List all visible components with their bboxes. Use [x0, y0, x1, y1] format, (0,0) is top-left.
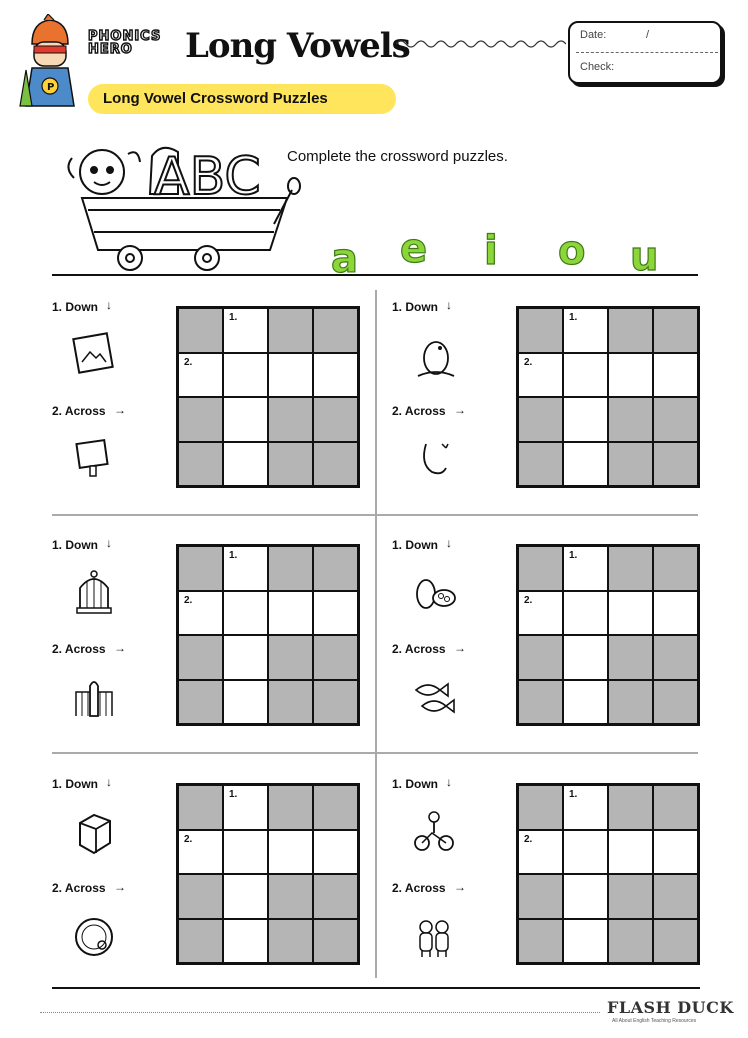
cage-icon — [72, 568, 116, 618]
clue-number: 2. — [184, 833, 193, 845]
vowel-letter: u — [630, 234, 659, 280]
answer-cell[interactable] — [608, 830, 653, 875]
mole-icon — [412, 330, 456, 380]
page-title: Long Vowels — [185, 26, 410, 66]
across-clue-label: 2. Across — [392, 404, 446, 418]
blocked-cell — [518, 874, 563, 919]
answer-cell[interactable] — [178, 591, 223, 636]
blocked-cell — [313, 442, 358, 487]
svg-text:P: P — [47, 82, 55, 93]
crossword-grid — [176, 544, 360, 726]
blocked-cell — [608, 442, 653, 487]
answer-cell[interactable] — [563, 591, 608, 636]
date-label: Date: — [580, 29, 607, 41]
answer-cell[interactable] — [563, 442, 608, 487]
blocked-cell — [313, 785, 358, 830]
blocked-cell — [518, 397, 563, 442]
fish-icon — [412, 672, 456, 722]
answer-cell[interactable] — [313, 591, 358, 636]
bike-icon — [412, 807, 456, 857]
answer-cell[interactable] — [563, 785, 608, 830]
crossword-grid — [176, 306, 360, 488]
blocked-cell — [268, 308, 313, 353]
across-clue-label: 2. Across — [52, 404, 106, 418]
clue-number: 2. — [524, 833, 533, 845]
answer-cell[interactable] — [563, 546, 608, 591]
answer-cell[interactable] — [653, 591, 698, 636]
across-arrow-icon: → — [454, 880, 466, 894]
blocked-cell — [178, 635, 223, 680]
blocked-cell — [653, 635, 698, 680]
clue-number: 1. — [229, 550, 238, 561]
answer-cell[interactable] — [518, 591, 563, 636]
answer-cell[interactable] — [268, 353, 313, 398]
blocked-cell — [268, 546, 313, 591]
answer-cell[interactable] — [223, 919, 268, 964]
mice-icon — [412, 911, 456, 961]
blocked-cell — [518, 919, 563, 964]
blocked-cell — [518, 308, 563, 353]
date-slash: / — [646, 29, 650, 41]
clue-number: 1. — [569, 789, 578, 800]
blocked-cell — [268, 397, 313, 442]
bottom-rule — [52, 987, 700, 989]
blocked-cell — [608, 785, 653, 830]
crossword-puzzle — [52, 775, 362, 965]
flashduck-tagline: All About English Teaching Resources — [612, 1018, 697, 1024]
blocked-cell — [268, 919, 313, 964]
clue-number: 2. — [524, 594, 533, 606]
blocked-cell — [178, 919, 223, 964]
cake-icon — [72, 911, 116, 961]
blocked-cell — [268, 785, 313, 830]
answer-cell[interactable] — [563, 353, 608, 398]
crossword-puzzle — [52, 298, 362, 488]
blocked-cell — [608, 874, 653, 919]
blocked-cell — [608, 397, 653, 442]
blocked-cell — [608, 635, 653, 680]
blocked-cell — [178, 397, 223, 442]
wave-divider — [396, 36, 566, 52]
beans-icon — [412, 568, 456, 618]
blocked-cell — [518, 442, 563, 487]
blocked-cell — [653, 308, 698, 353]
clue-number: 1. — [569, 312, 578, 323]
across-arrow-icon: → — [114, 403, 126, 417]
blocked-cell — [608, 546, 653, 591]
blocked-cell — [268, 442, 313, 487]
across-arrow-icon: → — [454, 403, 466, 417]
blocked-cell — [653, 397, 698, 442]
blocked-cell — [178, 785, 223, 830]
blocked-cell — [653, 546, 698, 591]
clue-number: 1. — [229, 312, 238, 323]
answer-cell[interactable] — [223, 591, 268, 636]
girl-in-wagon-illustration — [52, 128, 302, 274]
down-clue-label: 1. Down — [392, 538, 439, 552]
blocked-cell — [653, 442, 698, 487]
answer-cell[interactable] — [223, 546, 268, 591]
across-clue-label: 2. Across — [52, 881, 106, 895]
across-arrow-icon: → — [114, 880, 126, 894]
check-label: Check: — [580, 61, 615, 73]
blocked-cell — [268, 635, 313, 680]
answer-cell[interactable] — [563, 830, 608, 875]
answer-cell[interactable] — [178, 353, 223, 398]
answer-cell[interactable] — [223, 874, 268, 919]
down-arrow-icon: ↓ — [106, 536, 112, 550]
flashduck-logo: FLASH DUCK — [607, 998, 734, 1017]
answer-cell[interactable] — [268, 830, 313, 875]
blocked-cell — [178, 308, 223, 353]
blocked-cell — [653, 785, 698, 830]
answer-cell[interactable] — [518, 830, 563, 875]
answer-cell[interactable] — [223, 442, 268, 487]
crossword-puzzle — [52, 536, 362, 726]
down-clue-label: 1. Down — [392, 777, 439, 791]
blocked-cell — [178, 680, 223, 725]
blocked-cell — [268, 874, 313, 919]
down-clue-label: 1. Down — [52, 538, 99, 552]
answer-cell[interactable] — [268, 591, 313, 636]
answer-cell[interactable] — [563, 308, 608, 353]
photo-icon — [72, 330, 116, 380]
blocked-cell — [518, 635, 563, 680]
answer-cell[interactable] — [563, 919, 608, 964]
blocked-cell — [178, 442, 223, 487]
blocked-cell — [653, 919, 698, 964]
blocked-cell — [653, 874, 698, 919]
down-arrow-icon: ↓ — [446, 298, 452, 312]
date-separator — [576, 52, 718, 53]
blocked-cell — [518, 680, 563, 725]
clue-number: 2. — [184, 356, 193, 368]
blocked-cell — [313, 635, 358, 680]
crossword-grid — [176, 783, 360, 965]
answer-cell[interactable] — [563, 397, 608, 442]
answer-cell[interactable] — [653, 353, 698, 398]
down-clue-label: 1. Down — [52, 300, 99, 314]
crossword-grid — [516, 544, 700, 726]
answer-cell[interactable] — [223, 397, 268, 442]
cube-icon — [72, 807, 116, 857]
blocked-cell — [313, 919, 358, 964]
crossword-grid — [516, 306, 700, 488]
blocked-cell — [518, 546, 563, 591]
horizontal-divider — [52, 752, 698, 754]
answer-cell[interactable] — [223, 785, 268, 830]
clue-number: 2. — [524, 356, 533, 368]
across-arrow-icon: → — [454, 641, 466, 655]
down-arrow-icon: ↓ — [446, 536, 452, 550]
blocked-cell — [313, 546, 358, 591]
crossword-puzzle — [392, 536, 702, 726]
down-arrow-icon: ↓ — [106, 298, 112, 312]
top-rule — [52, 274, 698, 276]
answer-cell[interactable] — [563, 635, 608, 680]
down-clue-label: 1. Down — [392, 300, 439, 314]
clue-number: 2. — [184, 594, 193, 606]
phonics-hero-mascot-icon — [18, 14, 78, 110]
across-arrow-icon: → — [114, 641, 126, 655]
crossword-puzzle — [392, 298, 702, 488]
sign-icon — [72, 434, 116, 484]
vowel-letter: i — [484, 228, 498, 274]
answer-cell[interactable] — [313, 353, 358, 398]
blocked-cell — [653, 680, 698, 725]
across-clue-label: 2. Across — [52, 642, 106, 656]
blocked-cell — [178, 874, 223, 919]
answer-cell[interactable] — [653, 830, 698, 875]
vowel-letter: e — [400, 226, 428, 272]
blocked-cell — [313, 680, 358, 725]
down-arrow-icon: ↓ — [446, 775, 452, 789]
blocked-cell — [313, 397, 358, 442]
date-check-box — [568, 21, 722, 84]
answer-cell[interactable] — [223, 308, 268, 353]
gate-icon — [72, 672, 116, 722]
blocked-cell — [608, 680, 653, 725]
clue-number: 1. — [229, 789, 238, 800]
across-clue-label: 2. Across — [392, 642, 446, 656]
subtitle: Long Vowel Crossword Puzzles — [103, 90, 328, 107]
across-clue-label: 2. Across — [392, 881, 446, 895]
answer-cell[interactable] — [313, 830, 358, 875]
svg-text:ABC: ABC — [154, 147, 261, 207]
blocked-cell — [268, 680, 313, 725]
answer-cell[interactable] — [223, 680, 268, 725]
answer-cell[interactable] — [608, 353, 653, 398]
answer-cell[interactable] — [223, 635, 268, 680]
answer-cell[interactable] — [223, 353, 268, 398]
down-clue-label: 1. Down — [52, 777, 99, 791]
blocked-cell — [518, 785, 563, 830]
blocked-cell — [178, 546, 223, 591]
answer-cell[interactable] — [518, 353, 563, 398]
brand-logo: PHONICS HERO — [88, 29, 162, 57]
crossword-grid — [516, 783, 700, 965]
instruction-text: Complete the crossword puzzles. — [287, 148, 508, 165]
nose-icon — [412, 434, 456, 484]
blocked-cell — [313, 308, 358, 353]
vertical-divider — [375, 290, 377, 978]
down-arrow-icon: ↓ — [106, 775, 112, 789]
answer-cell[interactable] — [608, 591, 653, 636]
vowel-letter: o — [558, 228, 586, 274]
answer-cell[interactable] — [223, 830, 268, 875]
answer-cell[interactable] — [563, 680, 608, 725]
blocked-cell — [313, 874, 358, 919]
vowel-letter: a — [331, 236, 358, 282]
clue-number: 1. — [569, 550, 578, 561]
crossword-puzzle — [392, 775, 702, 965]
blocked-cell — [608, 919, 653, 964]
horizontal-divider — [52, 514, 698, 516]
answer-cell[interactable] — [178, 830, 223, 875]
footer-dotted-line — [40, 1012, 600, 1013]
answer-cell[interactable] — [563, 874, 608, 919]
blocked-cell — [608, 308, 653, 353]
